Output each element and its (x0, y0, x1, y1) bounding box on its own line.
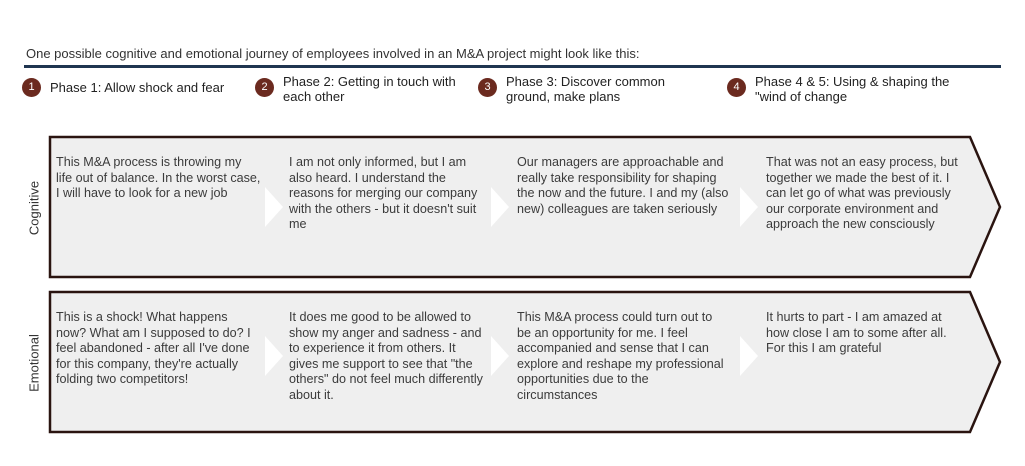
phase-1-label: Phase 1: Allow shock and fear (50, 80, 225, 95)
emotional-phase-1-text: This is a shock! What happens now? What am I supposed to do? I feel abandoned - after all I've done for this company, they're actually folding two competitors! (56, 310, 251, 387)
cognitive-phase-1-text: This M&A process is throwing my life out of balance. In the worst case, I will have to look for a new job (56, 155, 261, 201)
phase-1-badge: 1 (22, 78, 41, 97)
phase-4-badge: 4 (727, 78, 746, 97)
page-title: One possible cognitive and emotional journey of employees involved in an M&A project might look like this: (26, 46, 640, 61)
phase-3-badge: 3 (478, 78, 497, 97)
phase-2-label: Phase 2: Getting in touch with each other (283, 74, 456, 104)
cognitive-phase-2-text: I am not only informed, but I am also heard. I understand the reasons for merging our company with the others - but it doesn't suit me (289, 155, 478, 232)
emotional-phase-3-text: This M&A process could turn out to be an opportunity for me. I feel accompanied and sense that I can explore and reshape my professional opportunities due to the circumstances (517, 310, 724, 402)
phase-4-label: Phase 4 & 5: Using & shaping the "wind of change (755, 74, 950, 104)
cognitive-phase-3-text: Our managers are approachable and really take responsibility for shaping the now and the future. I and my (also new) colleagues are taken seriously (517, 155, 729, 216)
phase-2-badge: 2 (255, 78, 274, 97)
emotional-phase-4-text: It hurts to part - I am amazed at how close I am to some after all. For this I am grateful (766, 310, 947, 356)
cognitive-phase-4-text: That was not an easy process, but together we made the best of it. I can let go of what was previously our corporate environment and approach the new consciously (766, 155, 958, 232)
phase-3-label: Phase 3: Discover common ground, make plans (506, 74, 665, 104)
emotional-phase-2-text: It does me good to be allowed to show my anger and sadness - and to experience it from others. It gives me support to see that "the others" do not feel much differently about it. (289, 310, 483, 402)
